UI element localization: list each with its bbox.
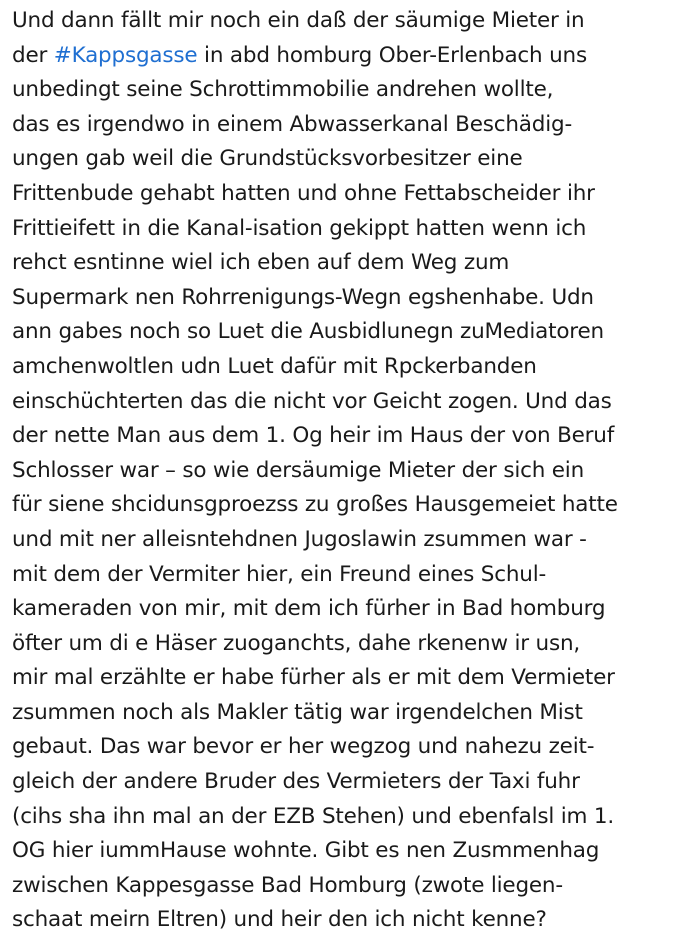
- text-line: mir mal erzählte er habe fürher als er mit dem Vermieter: [12, 665, 615, 691]
- hashtag-link[interactable]: #Kappsgasse: [53, 42, 198, 68]
- text-line: der nette Man aus dem 1. Og heir im Haus der von Beruf: [12, 423, 615, 449]
- post-body: [12, 0, 676, 938]
- text-line: einschüchterten das die nicht vor Geicht zogen. Und das: [12, 388, 612, 414]
- text-line: ungen gab weil die Grundstücksvorbesitzer eine: [12, 146, 523, 172]
- text-line: und mit ner alleisntehdnen Jugoslawin zsummen war -: [12, 526, 587, 552]
- text-segment: in abd homburg Ober-Erlenbach uns: [197, 42, 587, 68]
- text-line: Supermark nen Rohrrenigungs-Wegn egshenhabe. Udn: [12, 284, 594, 310]
- text-line: Und dann fällt mir noch ein daß der säumige Mieter in: [12, 8, 585, 33]
- text-line: mit dem der Vermiter hier, ein Freund eines Schul-: [12, 561, 547, 587]
- text-line: gebaut. Das war bevor er her wegzog und nahezu zeit-: [12, 734, 595, 760]
- text-line: für siene shcidunsgproezss zu großes Hausgemeiet hatte: [12, 492, 618, 518]
- text-line: rehct esntinne wiel ich eben auf dem Weg zum: [12, 250, 510, 276]
- text-line: öfter um di e Häser zuoganchts, dahe rkenenw ir usn,: [12, 630, 581, 656]
- text-segment: der: [12, 42, 54, 68]
- text-line: OG hier iummHause wohnte. Gibt es nen Zusmmenhag: [12, 838, 600, 864]
- text-line: das es irgendwo in einem Abwasserkanal Beschädig-: [12, 111, 573, 137]
- text-line: zsummen noch als Makler tätig war irgendelchen Mist: [12, 699, 583, 725]
- text-line: unbedingt seine Schrottimmobilie andrehen wollte,: [12, 77, 554, 103]
- text-line: schaat meirn Eltren) und heir den ich nicht kenne?: [12, 907, 547, 933]
- text-line: amchenwoltlen udn Luet dafür mit Rpckerbanden: [12, 353, 537, 379]
- text-line: gleich der andere Bruder des Vermieters der Taxi fuhr: [12, 769, 580, 795]
- text-line: kameraden von mir, mit dem ich fürher in Bad homburg: [12, 596, 606, 622]
- text-line: Frittieifett in die Kanal-isation gekippt hatten wenn ich: [12, 215, 587, 241]
- text-line: (cihs sha ihn mal an der EZB Stehen) und ebenfalsl im 1.: [12, 803, 615, 829]
- text-line: ann gabes noch so Luet die Ausbidlunegn zuMediatoren: [12, 319, 604, 345]
- text-line: Frittenbude gehabt hatten und ohne Fettabscheider ihr: [12, 180, 595, 206]
- text-line: Schlosser war – so wie dersäumige Mieter der sich ein: [12, 457, 585, 483]
- text-line: zwischen Kappesgasse Bad Homburg (zwote liegen-: [12, 872, 563, 898]
- text-line: [12, 39, 676, 74]
